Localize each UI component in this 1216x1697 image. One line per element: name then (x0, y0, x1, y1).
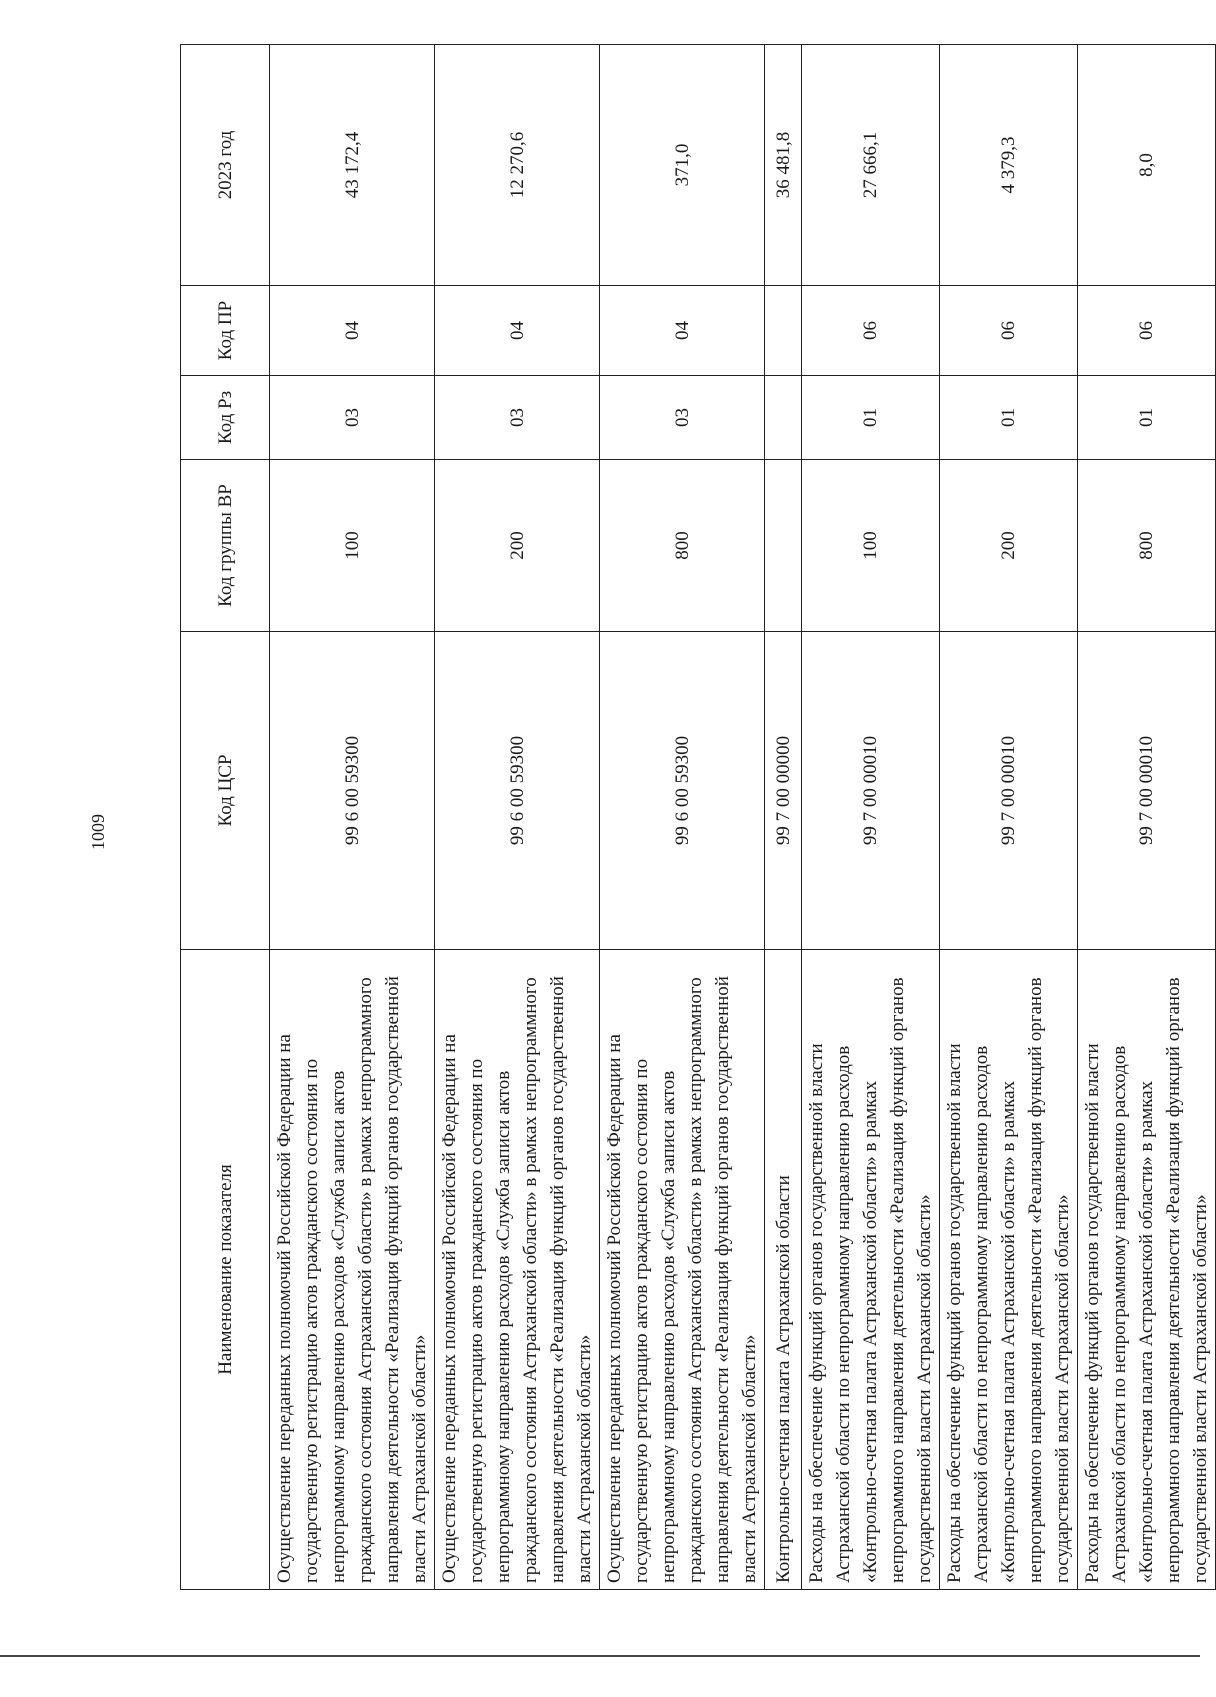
rotated-table-container (180, 45, 1211, 1590)
row-pr: 04 (600, 286, 765, 376)
header-year: 2023 год (181, 45, 270, 286)
row-csr: 99 7 00 00010 (940, 632, 1078, 950)
row-csr: 99 6 00 59300 (270, 632, 435, 950)
header-csr: Код ЦСР (181, 632, 270, 950)
header-rz: Код Рз (181, 376, 270, 460)
row-year: 8,0 (1078, 45, 1216, 286)
header-group: Код группы ВР (181, 460, 270, 632)
row-year: 371,0 (600, 45, 765, 286)
row-group: 800 (600, 460, 765, 632)
row-year: 36 481,8 (765, 45, 802, 286)
header-pr: Код ПР (181, 286, 270, 376)
table-header-row (181, 45, 270, 1590)
table-row (940, 45, 1078, 1590)
header-name: Наименование показателя (181, 950, 270, 1590)
table-row (435, 45, 600, 1590)
row-name: Контрольно-счетная палата Астраханской области (765, 950, 802, 1590)
row-pr: 06 (802, 286, 940, 376)
row-pr: 06 (940, 286, 1078, 376)
row-group: 800 (1078, 460, 1216, 632)
budget-table (180, 44, 1216, 1590)
row-pr: 04 (435, 286, 600, 376)
row-rz: 03 (270, 376, 435, 460)
row-group: 100 (802, 460, 940, 632)
row-group (765, 460, 802, 632)
row-rz: 03 (435, 376, 600, 460)
row-rz: 01 (940, 376, 1078, 460)
row-csr: 99 6 00 59300 (435, 632, 600, 950)
row-csr: 99 6 00 59300 (600, 632, 765, 950)
row-year: 27 666,1 (802, 45, 940, 286)
row-group: 200 (940, 460, 1078, 632)
row-group: 200 (435, 460, 600, 632)
row-pr (765, 286, 802, 376)
table-row (765, 45, 802, 1590)
row-pr: 04 (270, 286, 435, 376)
row-name: Расходы на обеспечение функций органов государственной власти Астраханской области по непрограммному направлению расходов «Контрольно-счетная палата Астраханской области» в рамках непрограммного направления деятельности «Реализация функций органов государственной власти Астраханской области» (802, 950, 940, 1590)
row-group: 100 (270, 460, 435, 632)
row-name: Осуществление переданных полномочий Российской Федерации на государственную регистрацию актов гражданского состояния по непрограммному направлению расходов «Служба записи актов гражданского состояния Астраханской области» в рамках непрограммного направления деятельности «Реализация функций органов государственной власти Астраханской области» (270, 950, 435, 1590)
row-rz: 03 (600, 376, 765, 460)
row-rz (765, 376, 802, 460)
table-row (270, 45, 435, 1590)
row-year: 12 270,6 (435, 45, 600, 286)
table-row (802, 45, 940, 1590)
row-year: 43 172,4 (270, 45, 435, 286)
row-year: 4 379,3 (940, 45, 1078, 286)
row-rz: 01 (1078, 376, 1216, 460)
table-row (1078, 45, 1216, 1590)
row-name: Осуществление переданных полномочий Российской Федерации на государственную регистрацию актов гражданского состояния по непрограммному направлению расходов «Служба записи актов гражданского состояния Астраханской области» в рамках непрограммного направления деятельности «Реализация функций органов государственной власти Астраханской области» (435, 950, 600, 1590)
row-csr: 99 7 00 00010 (802, 632, 940, 950)
row-csr: 99 7 00 00000 (765, 632, 802, 950)
row-pr: 06 (1078, 286, 1216, 376)
page-number: 1009 (88, 814, 108, 850)
row-name: Расходы на обеспечение функций органов государственной власти Астраханской области по непрограммному направлению расходов «Контрольно-счетная палата Астраханской области» в рамках непрограммного направления деятельности «Реализация функций органов государственной власти Астраханской области» (940, 950, 1078, 1590)
row-name: Осуществление переданных полномочий Российской Федерации на государственную регистрацию актов гражданского состояния по непрограммному направлению расходов «Служба записи актов гражданского состояния Астраханской области» в рамках непрограммного направления деятельности «Реализация функций органов государственной власти Астраханской области» (600, 950, 765, 1590)
row-rz: 01 (802, 376, 940, 460)
row-name: Расходы на обеспечение функций органов государственной власти Астраханской области по непрограммному направлению расходов «Контрольно-счетная палата Астраханской области» в рамках непрограммного направления деятельности «Реализация функций органов государственной власти Астраханской области» (1078, 950, 1216, 1590)
row-csr: 99 7 00 00010 (1078, 632, 1216, 950)
table-row (600, 45, 765, 1590)
bottom-rule (0, 1655, 1200, 1657)
